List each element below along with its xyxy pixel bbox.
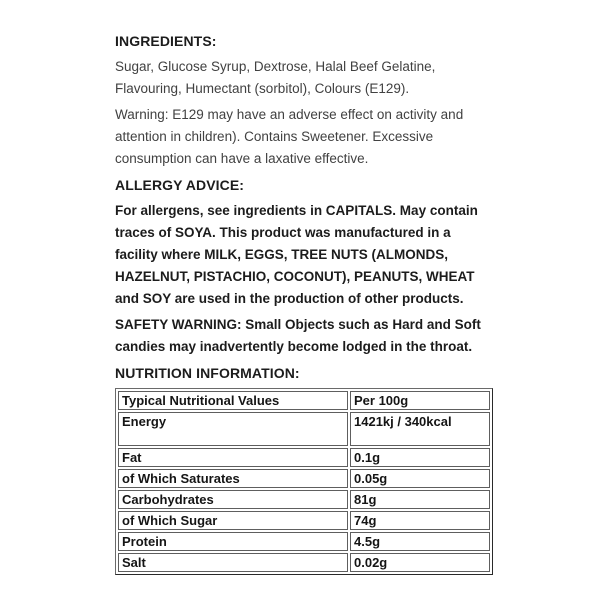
table-row-protein [118,532,490,551]
table-row-energy [118,412,490,446]
ingredients-text: Sugar, Glucose Syrup, Dextrose, Halal Beef Gelatine, Flavouring, Humectant (sorbitol), Colours (E129). [115,59,436,96]
row-label: Energy [118,412,348,446]
warning-text: Warning: E129 may have an adverse effect on activity and attention in children). Contains Sweetener. Excessive consumption can have a laxative effective. [115,107,464,166]
ingredients-heading: INGREDIENTS: [115,33,217,49]
nutrition-heading: NUTRITION INFORMATION: [115,365,300,381]
row-value: 74g [350,511,490,530]
table-header-value: Per 100g [350,391,490,410]
row-value: 0.02g [350,553,490,572]
row-label: of Which Sugar [118,511,348,530]
row-label: of Which Saturates [118,469,348,488]
row-value: 0.1g [350,448,490,467]
table-header-label: Typical Nutritional Values [118,391,348,410]
row-label: Salt [118,553,348,572]
safety-warning-text: SAFETY WARNING: Small Objects such as Hard and Soft candies may inadvertently become lodged in the throat. [115,317,481,354]
table-row-carbohydrates [118,490,490,509]
table-row-fat [118,448,490,467]
row-label: Carbohydrates [118,490,348,509]
row-value: 4.5g [350,532,490,551]
nutrition-table-header-row [118,391,490,410]
label-content [115,30,493,575]
nutrition-table [115,388,493,575]
allergy-text: For allergens, see ingredients in CAPITALS. May contain traces of SOYA. This product was manufactured in a facility where MILK, EGGS, TREE NUTS (ALMONDS, HAZELNUT, PISTACHIO, COCONUT), PEANUTS, WHEAT and SOY are used in the production of other products. [115,203,478,306]
row-value: 0.05g [350,469,490,488]
table-row-saturates [118,469,490,488]
row-label: Fat [118,448,348,467]
table-row-sugar [118,511,490,530]
table-row-salt [118,553,490,572]
row-label: Protein [118,532,348,551]
row-value: 1421kj / 340kcal [350,412,490,446]
allergy-heading: ALLERGY ADVICE: [115,177,245,193]
row-value: 81g [350,490,490,509]
